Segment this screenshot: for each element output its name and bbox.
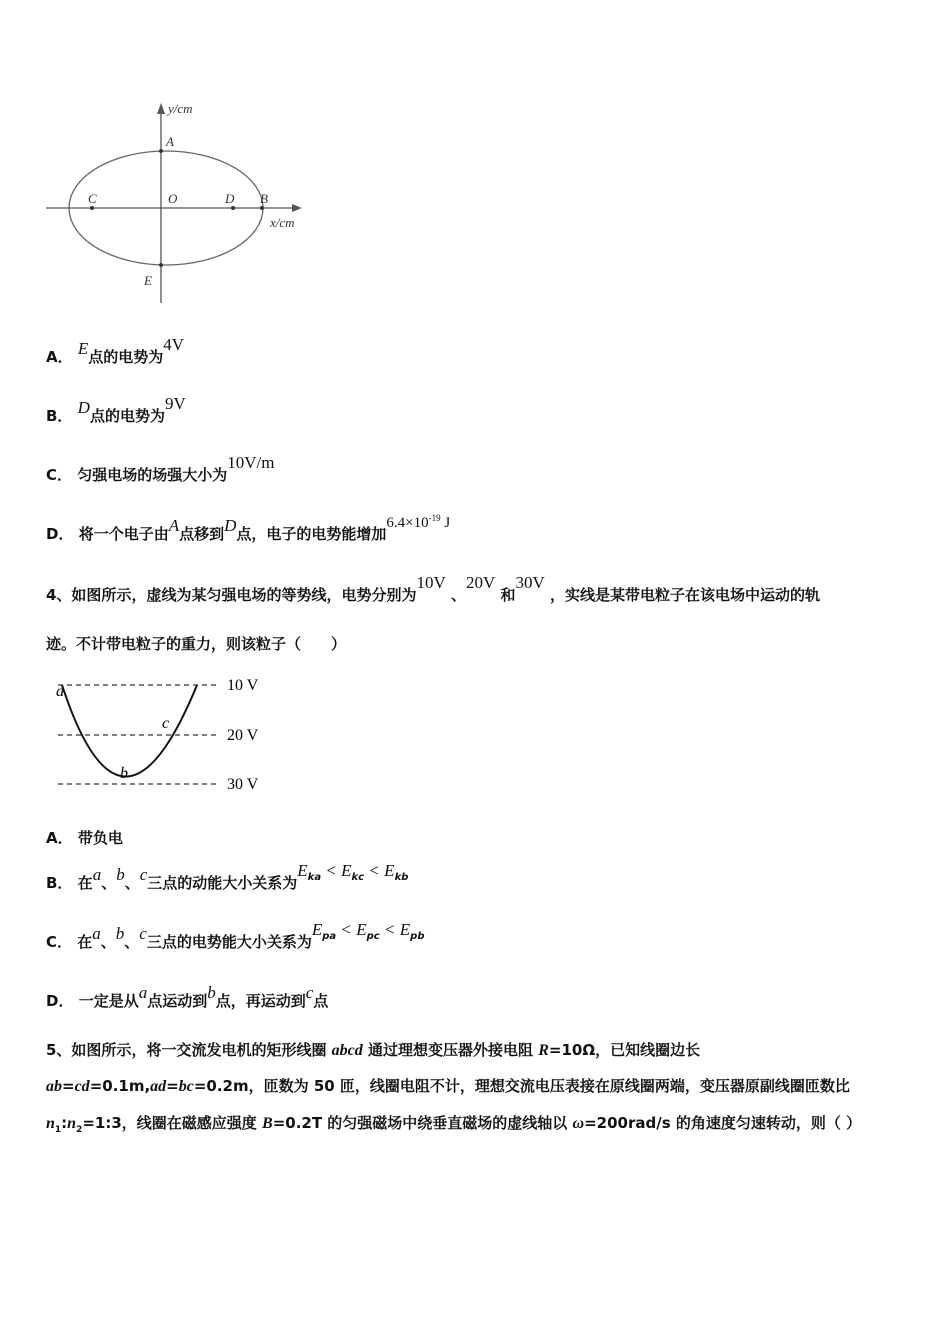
var-ad: ad bbox=[150, 1078, 167, 1095]
option-text: 点运动到 bbox=[147, 992, 208, 1010]
var-b-field: B bbox=[262, 1115, 273, 1132]
option-text: 带负电 bbox=[77, 829, 123, 847]
eq: = bbox=[166, 1077, 179, 1095]
option-text: 匀强电场的场强大小为 bbox=[77, 466, 228, 484]
var-a: a bbox=[92, 865, 102, 884]
x-axis-label: x/cm bbox=[270, 215, 295, 230]
potential-2: 20V bbox=[465, 573, 496, 592]
point-a-label: a bbox=[56, 683, 64, 700]
point-c-label: C bbox=[88, 191, 97, 206]
trajectory-figure bbox=[50, 668, 290, 798]
ellipse-figure bbox=[40, 95, 320, 310]
var-n1: n bbox=[46, 1115, 55, 1132]
q3-option-d[interactable] bbox=[46, 513, 451, 544]
var-abcd: abcd bbox=[331, 1042, 363, 1059]
stem-text: =1:3，线圈在磁感应强度 bbox=[82, 1114, 263, 1132]
option-text: 点移到 bbox=[179, 525, 225, 543]
var-d: D bbox=[77, 398, 90, 417]
unit: J bbox=[444, 515, 451, 531]
e-symbol: E bbox=[356, 920, 367, 939]
e-symbol: E bbox=[384, 861, 395, 880]
var-bc: bc bbox=[178, 1078, 194, 1095]
exponent: -19 bbox=[428, 513, 441, 523]
eq: = bbox=[62, 1077, 75, 1095]
var-r: R bbox=[538, 1042, 549, 1059]
option-label: D． bbox=[46, 992, 74, 1010]
level-20v: 20 V bbox=[227, 727, 259, 744]
option-text: 点，再运动到 bbox=[215, 992, 306, 1010]
level-30v: 30 V bbox=[227, 776, 259, 793]
option-text: 点，电子的电势能增加 bbox=[236, 525, 387, 543]
stem-text: 5、如图所示，将一交流发电机的矩形线圈 bbox=[46, 1041, 332, 1059]
var-c: c bbox=[139, 924, 147, 943]
e-symbol: E bbox=[399, 920, 411, 939]
subscript: 1 bbox=[54, 1125, 62, 1135]
e-symbol: E bbox=[341, 861, 352, 880]
value: 9V bbox=[164, 394, 186, 413]
q3-option-c[interactable] bbox=[46, 453, 275, 485]
var-ab: ab bbox=[46, 1078, 62, 1095]
stem-text: ，实线是某带电粒子在该电场中运动的轨 bbox=[550, 586, 821, 604]
subscript: kc bbox=[351, 872, 365, 883]
option-label: A． bbox=[46, 348, 73, 366]
stem-text: 通过理想变压器外接电阻 bbox=[362, 1041, 539, 1059]
subscript: pb bbox=[410, 931, 425, 942]
separator: 、 bbox=[124, 874, 140, 892]
stem-text: =0.2m，匝数为 50 匝，线圈电阻不计，理想交流电压表接在原线圈两端，变压器原副线圈匝数比 bbox=[193, 1077, 850, 1095]
e-symbol: E bbox=[297, 861, 308, 880]
point-a-label: A bbox=[166, 134, 174, 149]
stem-text: =0.2T 的匀强磁场中绕垂直磁场的虚线轴以 bbox=[272, 1114, 573, 1132]
potential-energy-relation bbox=[311, 920, 425, 942]
subscript: kb bbox=[394, 872, 409, 883]
point-d-label: D bbox=[225, 191, 235, 206]
separator: 、 bbox=[101, 874, 117, 892]
var-a: a bbox=[138, 983, 148, 1002]
var-omega: ω bbox=[572, 1115, 585, 1132]
point-e-label: E bbox=[144, 273, 152, 288]
var-b: b bbox=[116, 865, 125, 884]
level-10v: 10 V bbox=[227, 677, 259, 694]
option-text: 点的电势为 bbox=[88, 348, 164, 366]
separator: 、 bbox=[124, 933, 140, 951]
colon: : bbox=[61, 1114, 68, 1132]
var-n2: n bbox=[67, 1115, 77, 1132]
q4-stem-line1 bbox=[46, 573, 821, 605]
option-text: 点的电势为 bbox=[89, 407, 165, 425]
potential-3: 30V bbox=[515, 573, 545, 592]
var-b: b bbox=[115, 924, 125, 943]
stem-text: 4、如图所示，虚线为某匀强电场的等势线，电势分别为 bbox=[46, 586, 417, 604]
option-label: B． bbox=[46, 407, 73, 425]
value: 4V bbox=[163, 335, 185, 354]
q3-option-b[interactable] bbox=[46, 394, 186, 426]
separator: 、 bbox=[450, 586, 466, 604]
lt: < bbox=[384, 920, 395, 939]
q4-option-b[interactable] bbox=[46, 861, 409, 895]
value: 6.4×10 bbox=[386, 515, 429, 531]
separator: 、 bbox=[100, 933, 116, 951]
y-axis-label: y/cm bbox=[168, 101, 193, 116]
value: 10V/m bbox=[227, 453, 275, 472]
q5-stem-line3 bbox=[46, 1112, 861, 1135]
and-text: 和 bbox=[500, 586, 516, 604]
option-text: 在 bbox=[77, 933, 93, 951]
option-label: C． bbox=[46, 466, 73, 484]
stem-text: =200rad/s 的角速度匀速转动，则（ ） bbox=[584, 1114, 862, 1132]
var-b: b bbox=[207, 983, 216, 1002]
q5-stem-line1 bbox=[46, 1039, 700, 1060]
q3-option-a[interactable] bbox=[46, 335, 185, 367]
var-c: c bbox=[305, 983, 314, 1002]
lt: < bbox=[369, 861, 379, 880]
var-a: a bbox=[92, 924, 101, 943]
point-b-label: B bbox=[260, 191, 268, 206]
lt: < bbox=[326, 861, 336, 880]
stem-text: =10Ω，已知线圈边长 bbox=[548, 1041, 701, 1059]
q4-option-d[interactable] bbox=[46, 983, 329, 1011]
option-text: 一定是从 bbox=[78, 992, 139, 1010]
var-c: c bbox=[139, 865, 148, 884]
point-o-label: O bbox=[168, 191, 178, 206]
point-c-label: c bbox=[162, 715, 170, 732]
subscript: pc bbox=[366, 931, 380, 942]
var-a: A bbox=[168, 516, 180, 535]
option-label: C． bbox=[46, 933, 73, 951]
subscript: pa bbox=[322, 931, 337, 942]
option-text: 将一个电子由 bbox=[78, 525, 169, 543]
e-symbol: E bbox=[311, 920, 323, 939]
var-cd: cd bbox=[74, 1078, 90, 1095]
option-text: 点 bbox=[313, 992, 329, 1010]
q4-stem-line2: 迹。不计带电粒子的重力，则该粒子（ ） bbox=[46, 635, 347, 653]
q5-stem-line2 bbox=[46, 1075, 850, 1096]
var-e: E bbox=[77, 339, 89, 358]
stem-text: =0.1m, bbox=[89, 1077, 151, 1095]
var-d: D bbox=[224, 516, 237, 535]
option-label: B． bbox=[46, 874, 73, 892]
option-label: A． bbox=[46, 829, 73, 847]
lt: < bbox=[341, 920, 351, 939]
option-text: 三点的电势能大小关系为 bbox=[146, 933, 312, 951]
subscript: ka bbox=[307, 872, 322, 883]
q4-option-c[interactable] bbox=[46, 920, 425, 954]
q4-option-a[interactable] bbox=[46, 827, 123, 848]
option-label: D． bbox=[46, 525, 74, 543]
option-text: 三点的动能大小关系为 bbox=[147, 874, 298, 892]
kinetic-relation bbox=[297, 861, 409, 883]
potential-1: 10V bbox=[416, 573, 446, 592]
subscript: 2 bbox=[76, 1125, 83, 1135]
point-b-label: b bbox=[120, 765, 128, 782]
option-text: 在 bbox=[77, 874, 93, 892]
